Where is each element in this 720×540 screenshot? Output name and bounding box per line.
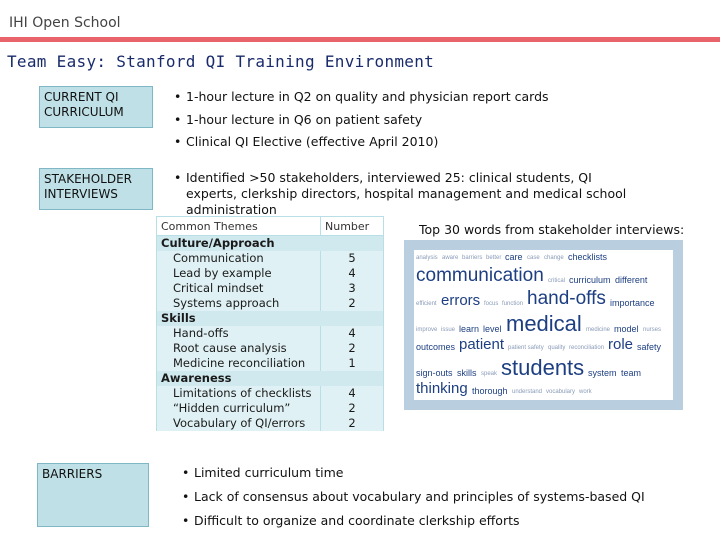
cloud-word: issue: [441, 326, 456, 333]
curriculum-bullets: [172, 86, 692, 154]
cloud-word: medicine: [586, 326, 611, 333]
cloud-word: level: [483, 323, 502, 334]
table-row: [157, 416, 384, 431]
table-row: [157, 296, 384, 311]
theme-cell: Medicine reconciliation: [157, 356, 321, 371]
number-cell: 4: [321, 386, 384, 401]
cloud-word: hand-offs: [527, 287, 606, 309]
stakeholders-label: STAKEHOLDER INTERVIEWS: [44, 172, 132, 201]
table-row: [157, 251, 384, 266]
cloud-word: thinking: [416, 380, 468, 398]
cloud-word: model: [614, 323, 639, 334]
cloud-word: different: [615, 275, 648, 286]
category-row: [157, 371, 384, 386]
list-item: • Clinical QI Elective (effective April 2010): [172, 131, 692, 154]
list-item: • Limited curriculum time: [180, 461, 680, 485]
cloud-word: communication: [416, 265, 544, 287]
cloud-word: students: [501, 354, 585, 380]
number-cell: 2: [321, 401, 384, 416]
cloud-word: better: [486, 255, 502, 262]
cloud-word: change: [544, 255, 564, 262]
cloud-word: medical: [506, 310, 582, 336]
cloud-word: aware: [442, 255, 459, 262]
cloud-word: nurses: [643, 326, 662, 333]
table-row: [157, 401, 384, 416]
list-item: • 1-hour lecture in Q2 on quality and physician report cards: [172, 86, 692, 109]
cloud-word: safety: [637, 342, 662, 353]
cloud-word: efficient: [416, 300, 437, 307]
theme-cell: Communication: [157, 251, 321, 266]
table-row: [157, 356, 384, 371]
cloud-word: role: [608, 336, 634, 354]
cloud-word: checklists: [568, 252, 608, 263]
cloud-word: vocabulary: [546, 389, 576, 396]
org-label: IHI Open School: [9, 15, 121, 31]
list-item: • Difficult to organize and coordinate clerkship efforts: [180, 509, 680, 533]
list-item: • Lack of consensus about vocabulary and principles of systems-based QI: [180, 485, 680, 509]
theme-cell: Lead by example: [157, 266, 321, 281]
category-row: [157, 311, 384, 326]
cloud-word: learn: [459, 323, 480, 334]
column-header: Common Themes: [157, 217, 321, 236]
cloud-word: work: [579, 389, 592, 396]
table-header-row: [157, 217, 384, 236]
themes-table: [156, 216, 384, 431]
barriers-bullets: [180, 461, 680, 533]
theme-cell: Limitations of checklists: [157, 386, 321, 401]
theme-cell: “Hidden curriculum”: [157, 401, 321, 416]
cloud-word: errors: [441, 291, 481, 309]
category-label: Skills: [157, 311, 384, 326]
cloud-word: patient: [459, 336, 505, 354]
number-cell: 2: [321, 416, 384, 431]
word-cloud: [414, 250, 673, 400]
cloud-word: focus: [484, 300, 499, 307]
cloud-word: understand: [512, 389, 543, 396]
list-item: • 1-hour lecture in Q6 on patient safety: [172, 109, 692, 132]
stakeholders-label-box: [39, 168, 153, 210]
number-cell: 4: [321, 326, 384, 341]
barriers-label: BARRIERS: [42, 467, 103, 481]
number-cell: 2: [321, 341, 384, 356]
theme-cell: Vocabulary of QI/errors: [157, 416, 321, 431]
cloud-word: care: [505, 252, 523, 263]
cloud-word: speak: [481, 370, 498, 377]
category-row: [157, 236, 384, 252]
number-cell: 3: [321, 281, 384, 296]
cloud-word: function: [502, 300, 524, 307]
category-label: Culture/Approach: [157, 236, 384, 252]
curriculum-label-box: [39, 86, 153, 128]
cloud-word: patient safety: [508, 345, 544, 352]
table-row: [157, 341, 384, 356]
cloud-word: skills: [457, 367, 477, 378]
number-cell: 1: [321, 356, 384, 371]
cloud-word: curriculum: [569, 275, 611, 286]
table-row: [157, 386, 384, 401]
cloud-word: outcomes: [416, 342, 456, 353]
cloud-word: system: [588, 367, 617, 378]
list-item: • Identified >50 stakeholders, interviewed 25: clinical students, QI experts, clerkship directors, hospital management and medical school administration: [172, 170, 632, 218]
theme-cell: Root cause analysis: [157, 341, 321, 356]
table-row: [157, 281, 384, 296]
cloud-word: analysis: [416, 255, 438, 262]
word-cloud-frame: [404, 240, 683, 410]
cloud-word: team: [621, 367, 642, 378]
header-divider: [0, 37, 720, 42]
cloud-word: improve: [416, 326, 438, 333]
barriers-label-box: [37, 463, 149, 527]
cloud-word: sign-outs: [416, 367, 453, 378]
theme-cell: Critical mindset: [157, 281, 321, 296]
stakeholders-bullets: [172, 170, 632, 218]
cloud-word: quality: [548, 345, 566, 352]
cloud-word: importance: [610, 297, 655, 308]
cloud-word: reconciliation: [569, 345, 605, 352]
theme-cell: Systems approach: [157, 296, 321, 311]
page-title: Team Easy: Stanford QI Training Environment: [7, 52, 435, 71]
cloud-word: barriers: [462, 255, 483, 262]
table-row: [157, 266, 384, 281]
number-cell: 4: [321, 266, 384, 281]
theme-cell: Hand-offs: [157, 326, 321, 341]
category-label: Awareness: [157, 371, 384, 386]
number-cell: 2: [321, 296, 384, 311]
word-cloud-title: Top 30 words from stakeholder interviews:: [419, 222, 685, 237]
number-cell: 5: [321, 251, 384, 266]
column-header: Number: [321, 217, 384, 236]
table-row: [157, 326, 384, 341]
cloud-word: case: [527, 255, 540, 262]
cloud-word: critical: [548, 278, 566, 285]
curriculum-label: CURRENT QI CURRICULUM: [44, 90, 124, 119]
cloud-word: thorough: [472, 386, 508, 397]
